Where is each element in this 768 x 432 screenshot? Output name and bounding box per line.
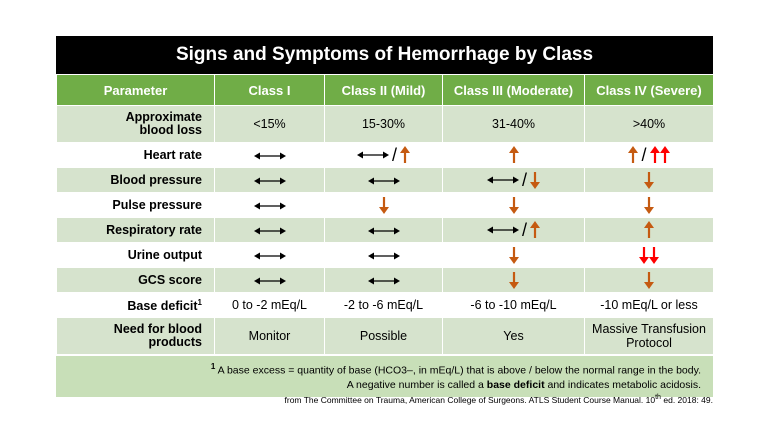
normal-arrow-icon xyxy=(368,176,400,186)
header-class-1: Class I xyxy=(215,75,325,106)
down-arrow-icon xyxy=(644,271,654,289)
table-row xyxy=(57,293,714,318)
class-3-cell xyxy=(443,143,585,168)
cell-value: <15% xyxy=(253,117,286,131)
class-4-cell xyxy=(585,318,714,355)
slash-separator: / xyxy=(521,169,527,190)
normal-arrow-icon xyxy=(368,276,400,286)
class-1-cell xyxy=(215,143,325,168)
slash-separator: / xyxy=(521,219,527,240)
parameter-cell xyxy=(57,293,215,318)
class-3-cell xyxy=(443,268,585,293)
slide xyxy=(56,36,713,397)
table-row xyxy=(57,143,714,168)
up-arrow-icon xyxy=(530,221,540,239)
class-4-cell xyxy=(585,143,714,168)
parameter-cell xyxy=(57,268,215,293)
page-title: Signs and Symptoms of Hemorrhage by Class xyxy=(175,44,594,65)
cell-value: -6 to -10 mEq/L xyxy=(470,298,557,312)
normal-arrow-icon xyxy=(254,226,286,236)
footnote-ref: 1 xyxy=(197,298,202,308)
header-class-2: Class II (Mild) xyxy=(325,75,443,106)
parameter-label: Need for blood xyxy=(113,322,202,336)
normal-arrow-icon xyxy=(254,276,286,286)
class-1-cell xyxy=(215,168,325,193)
class-1-cell xyxy=(215,106,325,143)
class-4-cell xyxy=(585,293,714,318)
footnote-text-1: A base excess = quantity of base (HCO3–, in mEq/L) that is above / below the normal range in the body. xyxy=(215,364,701,377)
class-2-cell xyxy=(325,293,443,318)
source-text: from The Committee on Trauma, American College of Surgeons. ATLS Student Course Manual. 10 xyxy=(284,394,656,405)
class-2-cell xyxy=(325,218,443,243)
up-arrow-red-icon xyxy=(650,146,660,164)
down-arrow-icon xyxy=(530,171,540,189)
table-row xyxy=(57,193,714,218)
header-class-3: Class III (Moderate) xyxy=(443,75,585,106)
down-arrow-icon xyxy=(509,246,519,264)
cell-value: 15-30% xyxy=(361,117,406,131)
down-arrow-icon xyxy=(644,171,654,189)
table-row xyxy=(57,243,714,268)
up-arrow-icon xyxy=(400,146,410,164)
class-4-cell xyxy=(585,168,714,193)
class-1-cell xyxy=(215,218,325,243)
parameter-cell xyxy=(57,143,215,168)
down-arrow-icon xyxy=(509,196,519,214)
normal-arrow-icon xyxy=(368,226,400,236)
down-arrow-icon xyxy=(509,271,519,289)
parameter-cell xyxy=(57,106,215,143)
down-arrow-red-icon xyxy=(649,246,659,264)
normal-arrow-icon xyxy=(254,201,286,211)
class-3-cell xyxy=(443,218,585,243)
parameter-label: Heart rate xyxy=(143,147,202,162)
source-text-end: ed. 2018: 49. xyxy=(661,394,713,405)
parameter-label: Respiratory rate xyxy=(106,222,202,237)
class-2-cell xyxy=(325,168,443,193)
footnote-marker: 1 xyxy=(210,362,216,371)
parameter-cell xyxy=(57,168,215,193)
down-arrow-red-icon xyxy=(639,246,649,264)
source-citation xyxy=(56,393,713,405)
header-row xyxy=(57,75,714,106)
footnote-text-2c: and indicates metabolic acidosis. xyxy=(544,378,701,391)
header-class-4: Class IV (Severe) xyxy=(585,75,714,106)
down-arrow-icon xyxy=(644,196,654,214)
parameter-cell xyxy=(57,243,215,268)
cell-value: 0 to -2 mEq/L xyxy=(231,298,308,312)
up-arrow-icon xyxy=(628,146,638,164)
cell-value: Massive Transfusion Protocol xyxy=(592,322,706,350)
normal-arrow-icon xyxy=(487,175,519,185)
parameter-cell xyxy=(57,218,215,243)
title-bar xyxy=(56,36,713,74)
footnote-text-2b: base deficit xyxy=(486,378,545,391)
slash-separator: / xyxy=(391,144,397,165)
class-1-cell xyxy=(215,268,325,293)
class-2-cell xyxy=(325,143,443,168)
cell-value: Monitor xyxy=(248,329,291,343)
class-3-cell xyxy=(443,168,585,193)
normal-arrow-icon xyxy=(254,176,286,186)
up-arrow-red-icon xyxy=(660,146,670,164)
table-row xyxy=(57,218,714,243)
cell-value: 31-40% xyxy=(491,117,536,131)
class-1-cell xyxy=(215,293,325,318)
parameter-cell xyxy=(57,193,215,218)
class-1-cell xyxy=(215,243,325,268)
parameter-label: GCS score xyxy=(138,272,202,287)
class-3-cell xyxy=(443,243,585,268)
cell-value: Yes xyxy=(503,329,524,343)
class-4-cell xyxy=(585,268,714,293)
cell-value: Possible xyxy=(359,329,408,343)
footnote xyxy=(56,355,713,397)
cell-value: >40% xyxy=(632,117,666,131)
table-row xyxy=(57,168,714,193)
normal-arrow-icon xyxy=(254,151,286,161)
class-1-cell xyxy=(215,318,325,355)
normal-arrow-icon xyxy=(254,251,286,261)
class-4-cell xyxy=(585,243,714,268)
parameter-label: Base deficit xyxy=(127,299,198,314)
up-arrow-icon xyxy=(509,146,519,164)
parameter-label: Approximate xyxy=(125,110,202,124)
normal-arrow-icon xyxy=(368,251,400,261)
normal-arrow-icon xyxy=(357,150,389,160)
up-arrow-icon xyxy=(644,221,654,239)
table-body xyxy=(57,106,714,355)
class-3-cell xyxy=(443,293,585,318)
parameter-label: Blood pressure xyxy=(110,172,202,187)
hemorrhage-class-table xyxy=(56,74,714,355)
footnote-line-1 xyxy=(64,360,701,378)
parameter-label: products xyxy=(148,335,202,349)
class-1-cell xyxy=(215,193,325,218)
class-2-cell xyxy=(325,243,443,268)
class-3-cell xyxy=(443,318,585,355)
class-3-cell xyxy=(443,193,585,218)
table-row xyxy=(57,106,714,143)
source-sup: th xyxy=(655,393,661,401)
class-4-cell xyxy=(585,106,714,143)
cell-value: -10 mEq/L or less xyxy=(600,298,698,312)
header-parameter: Parameter xyxy=(57,75,215,106)
footnote-text-2a: A negative number is called a xyxy=(346,378,487,391)
footnote-line-2 xyxy=(64,378,701,392)
class-4-cell xyxy=(585,193,714,218)
table-row xyxy=(57,268,714,293)
class-2-cell xyxy=(325,318,443,355)
parameter-label: blood loss xyxy=(139,123,202,137)
table-row xyxy=(57,318,714,355)
class-2-cell xyxy=(325,268,443,293)
normal-arrow-icon xyxy=(487,225,519,235)
cell-value: -2 to -6 mEq/L xyxy=(343,298,424,312)
down-arrow-icon xyxy=(379,196,389,214)
class-2-cell xyxy=(325,193,443,218)
slash-separator: / xyxy=(641,144,647,165)
parameter-label: Urine output xyxy=(127,247,202,262)
parameter-cell xyxy=(57,318,215,355)
class-2-cell xyxy=(325,106,443,143)
parameter-label: Pulse pressure xyxy=(112,197,202,212)
class-4-cell xyxy=(585,218,714,243)
class-3-cell xyxy=(443,106,585,143)
